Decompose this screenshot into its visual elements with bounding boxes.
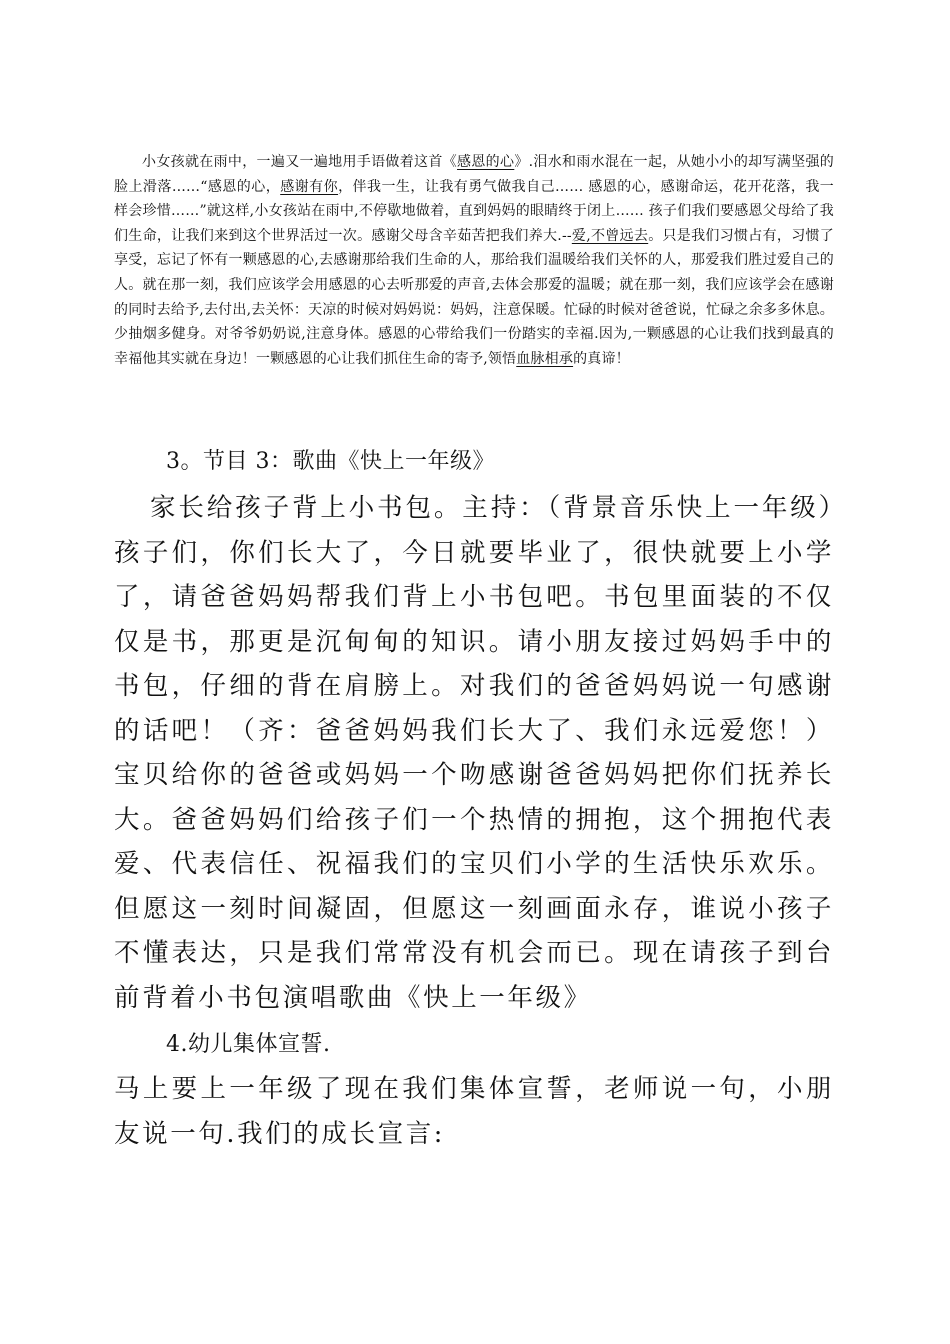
text-run: 。只是我们习惯占有，习惯了享受，忘记了怀有一颗感恩的心,去感谢那给我们生命的人，那给我们温暖给我们关怀的人，那爱我们胜过爱自己的人。就在那一刻，我们应该学会用感恩的心去听那爱的声音,去体会那爱的温暖；就在那一刻，我们应该学会在感谢的同时去给予,去付出,去关怀：天凉的时候对妈妈说：妈妈，注意保暖。忙碌的时候对爸爸说，忙碌之余多多休息。少抽烟多健身。对爷爷奶奶说,注意身体。感恩的心带给我们一份踏实的幸福.因为,一颗感恩的心让我们找到最真的幸福他其实就在身边！一颗感恩的心让我们抓住生命的寄予,领悟	[114, 227, 834, 367]
text-run: ，伴我一生，让我有勇气做我自己…… 感恩的心，感谢命运，花开花落，我一样会珍惜……”就这样,小女孩站在雨中,不停歇地做着，直到妈妈的眼睛终于闭上…… 孩子们我们要感恩父母给了我们生命，让我们来到这个世界活过一次。感谢父母含辛茹苦把我们养大.--	[114, 178, 834, 244]
text-run: 》.泪水和雨水混在一起，从她小小的却写满坚强的脸上滑落……“感恩的心，	[114, 154, 834, 195]
program-3-heading: 3。节目 3：歌曲《快上一年级》	[166, 449, 495, 474]
text-run: 小女孩就在雨中，一遍又一遍地用手语做着这首《	[142, 154, 458, 170]
underlined-phrase: 感谢有你	[280, 178, 339, 195]
text-run: 的真谛！	[573, 350, 630, 367]
underlined-phrase: 爱,不曾远去	[571, 227, 649, 244]
underlined-song-title: 感恩的心	[457, 154, 515, 170]
program-4-body: 马上要上一年级了现在我们集体宣誓，老师说一句，小朋友说一句.我们的成长宣言:	[114, 1074, 834, 1149]
underlined-phrase: 血脉相承	[516, 350, 574, 367]
program-3-body: 家长给孩子背上小书包。主持：（背景音乐快上一年级）孩子们，你们长大了，今日就要毕业了，很快就要上小学了，请爸爸妈妈帮我们背上小书包吧。书包里面装的不仅仅是书，那更是沉甸甸的知识。请小朋友接过妈妈手中的书包，仔细的背在肩膀上。对我们的爸爸妈妈说一句感谢的话吧！（齐：爸爸妈妈我们长大了、我们永远爱您！）宝贝给你的爸爸或妈妈一个吻感谢爸爸妈妈把你们抚养长大。爸爸妈妈们给孩子们一个热情的拥抱，这个拥抱代表爱、代表信任、祝福我们的宝贝们小学的生活快乐欢乐。但愿这一刻时间凝固，但愿这一刻画面永存，谁说小孩子不懂表达，只是我们常常没有机会而已。现在请孩子到台前背着小书包演唱歌曲《快上一年级》	[114, 493, 834, 1013]
poem-story-paragraph	[114, 150, 834, 371]
program-4-heading: 4.幼儿集体宣誓.	[166, 1032, 331, 1057]
